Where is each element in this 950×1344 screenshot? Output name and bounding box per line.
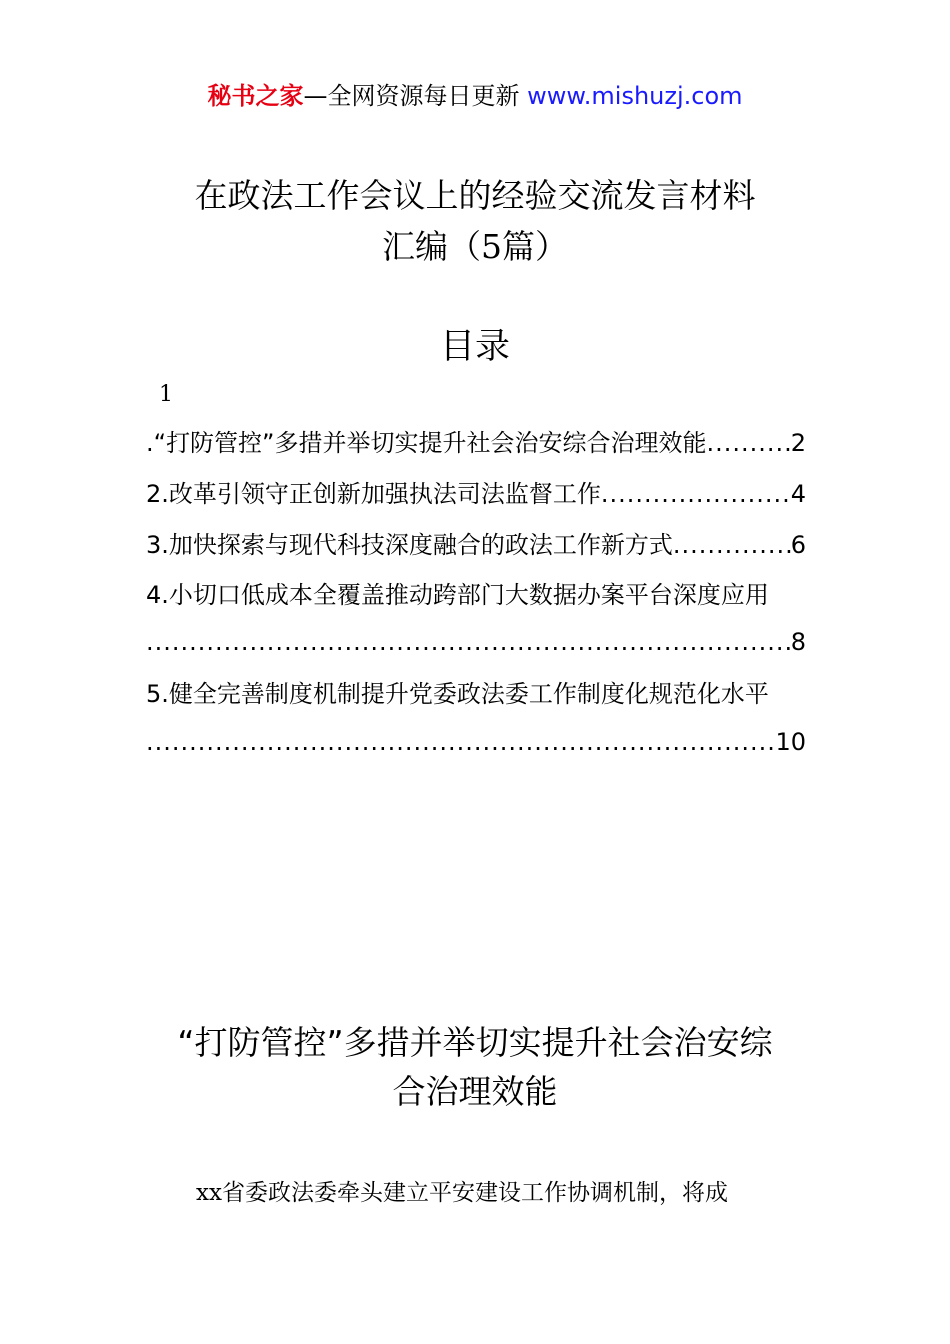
article-title-line2: 合治理效能 xyxy=(392,1072,558,1111)
toc-leader-dots xyxy=(707,425,791,461)
toc-entry-1-number: 1 xyxy=(159,382,173,407)
toc-entry-5-text: 5.健全完善制度机制提升党委政法委工作制度化规范化水平 xyxy=(146,680,769,708)
document-title-line1: 在政法工作会议上的经验交流发言材料 xyxy=(194,176,756,215)
toc-leader-dots xyxy=(146,724,775,760)
toc-entry-2-text: 2.改革引领守正创新加强执法司法监督工作 xyxy=(146,480,601,508)
toc-leader-dots xyxy=(146,624,791,660)
toc-leader-dots xyxy=(673,527,791,563)
article-paragraph xyxy=(196,1176,728,1210)
toc-entry-5-leader[interactable] xyxy=(146,724,806,760)
toc-entry-4-text: 4.小切口低成本全覆盖推动跨部门大数据办案平台深度应用 xyxy=(146,581,769,609)
site-url-link[interactable]: www.mishuzj.com xyxy=(527,82,743,110)
paragraph-prefix: xx xyxy=(196,1180,222,1206)
toc-leader-dots xyxy=(601,476,791,512)
document-title-line2 xyxy=(0,225,950,269)
toc-entry-1[interactable] xyxy=(146,425,806,461)
toc-entry-2-page: 4 xyxy=(790,480,806,508)
header-tagline: —全网资源每日更新 xyxy=(303,82,528,110)
toc-entry-4-leader[interactable] xyxy=(146,624,806,660)
brand-name: 秘书之家 xyxy=(207,82,304,110)
site-header xyxy=(0,80,950,112)
toc-entry-3-page: 6 xyxy=(790,531,806,559)
toc-entry-4[interactable] xyxy=(146,577,806,613)
toc-heading: 目录 xyxy=(439,327,510,367)
title-suffix: 篇） xyxy=(502,227,568,266)
toc-entry-3-text: 3.加快探索与现代科技深度融合的政法工作新方式 xyxy=(146,531,673,559)
paragraph-text: 省委政法委牵头建立平安建设工作协调机制，将成 xyxy=(221,1180,728,1206)
article-title-line1: “打防管控”多措并举切实提升社会治安综 xyxy=(177,1023,773,1062)
toc-entry-4-page: 8 xyxy=(790,628,806,656)
toc-entry-2[interactable] xyxy=(146,476,806,512)
toc-entry-3[interactable] xyxy=(146,527,806,563)
title-prefix: 汇编（ xyxy=(382,227,481,266)
title-count: 5 xyxy=(481,227,502,266)
toc-entry-5[interactable] xyxy=(146,676,806,712)
toc-entry-1-page: 2 xyxy=(790,429,806,457)
toc-entry-5-page: 10 xyxy=(775,728,806,756)
toc-entry-1-text: .“打防管控”多措并举切实提升社会治安综合治理效能 xyxy=(146,429,707,457)
